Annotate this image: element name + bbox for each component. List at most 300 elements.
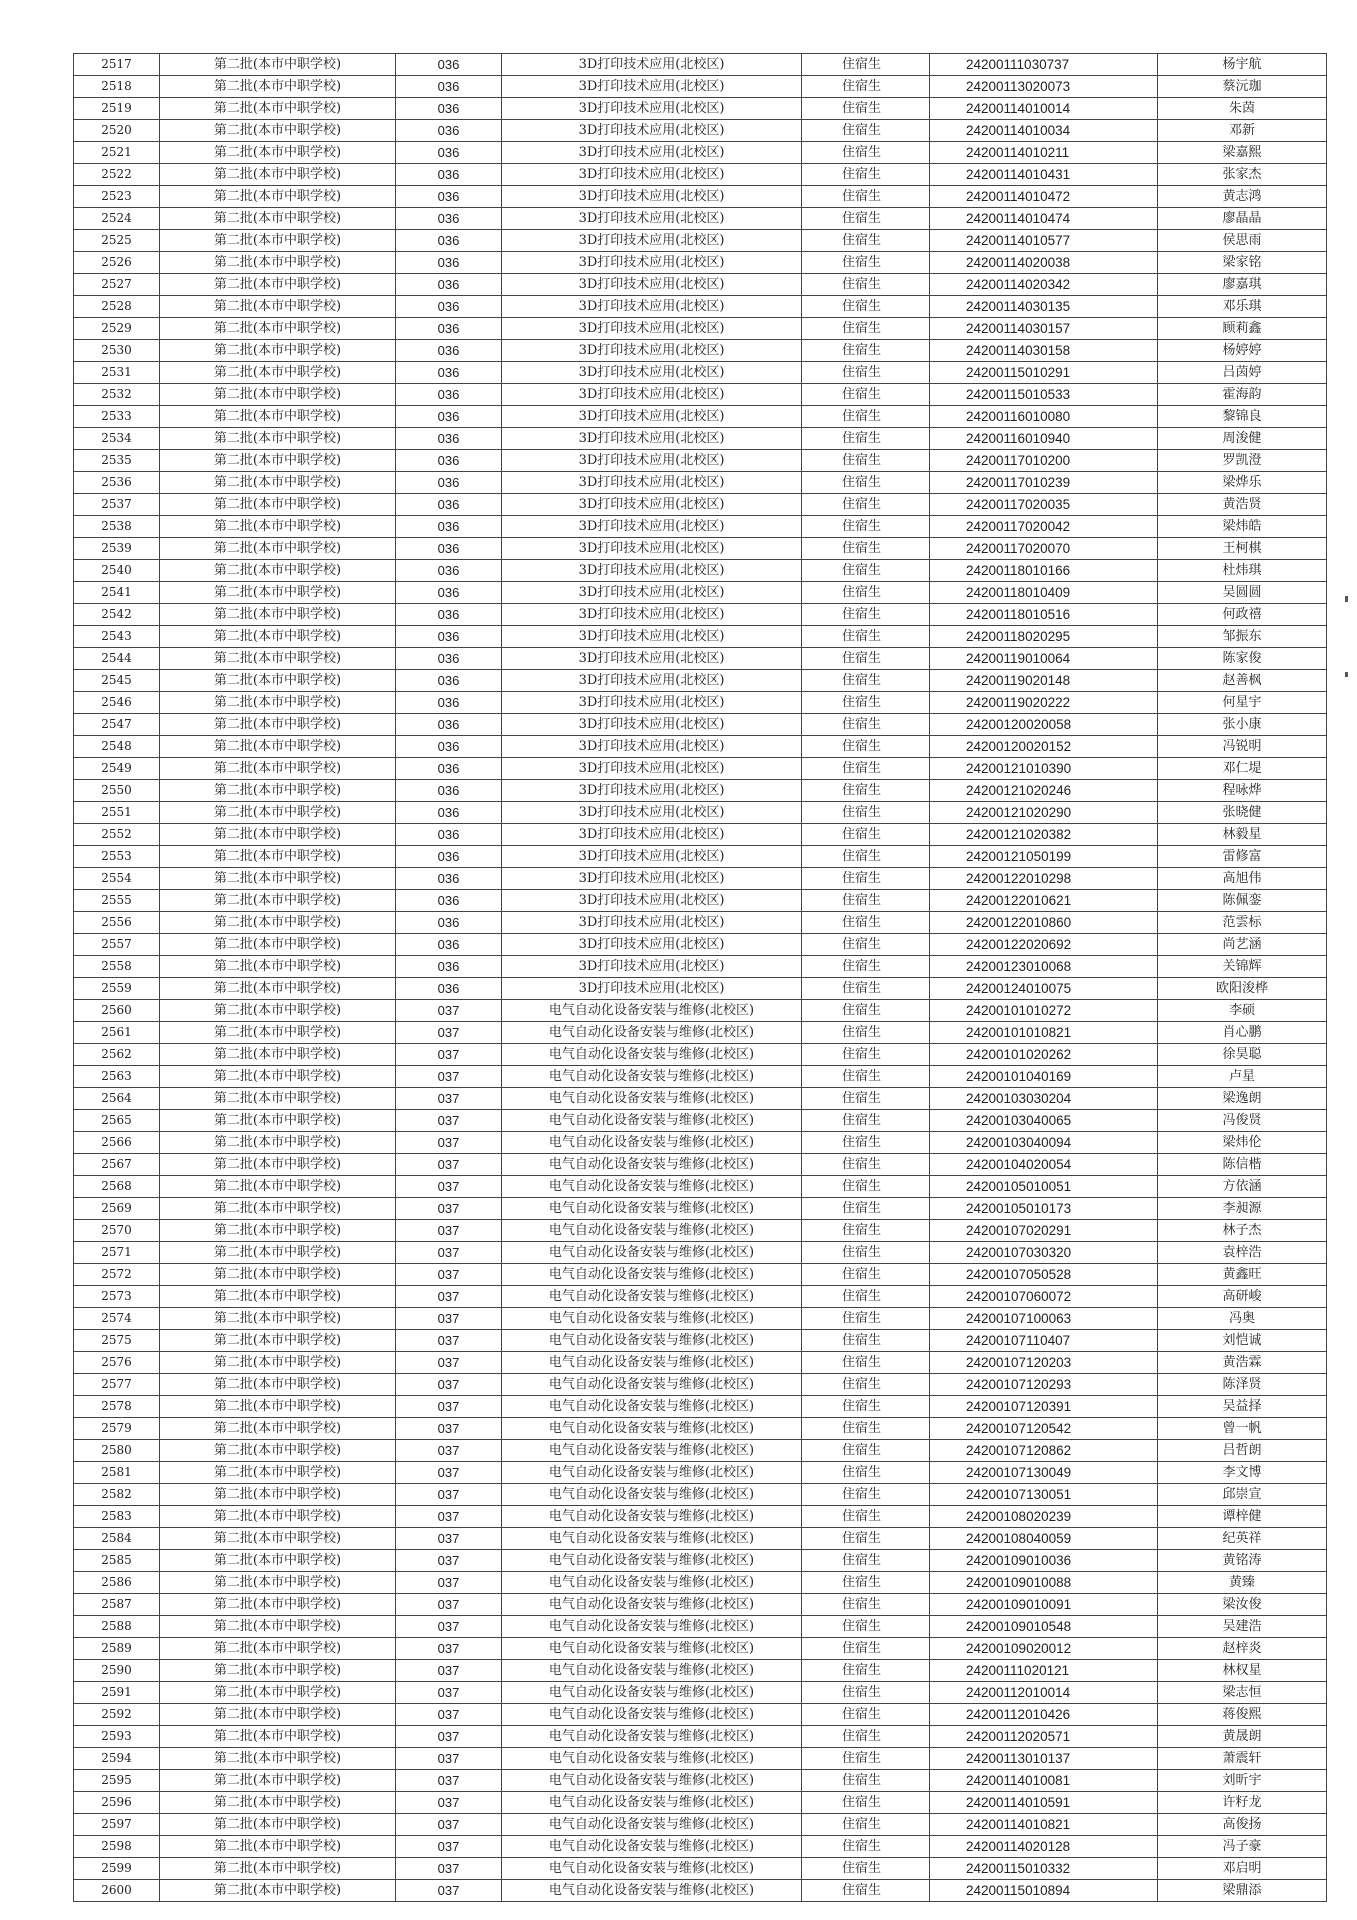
major-code-cell: 036	[396, 560, 502, 582]
student-type-cell: 住宿生	[802, 1176, 930, 1198]
table-row	[74, 1022, 1327, 1044]
row-number: 2553	[74, 846, 160, 868]
row-number: 2520	[74, 120, 160, 142]
table-row	[74, 1308, 1327, 1330]
student-type-cell: 住宿生	[802, 670, 930, 692]
student-type-cell: 住宿生	[802, 1638, 930, 1660]
table-row	[74, 1726, 1327, 1748]
major-name-cell: 3D打印技术应用(北校区)	[502, 626, 802, 648]
student-type-cell: 住宿生	[802, 318, 930, 340]
major-code-cell: 037	[396, 1308, 502, 1330]
candidate-id-cell: 24200115010533	[930, 384, 1158, 406]
student-name-cell: 高研峻	[1158, 1286, 1327, 1308]
candidate-id-cell: 24200116010080	[930, 406, 1158, 428]
row-number: 2536	[74, 472, 160, 494]
student-name-cell: 李昶源	[1158, 1198, 1327, 1220]
major-code-cell: 036	[396, 384, 502, 406]
student-name-cell: 吴建浩	[1158, 1616, 1327, 1638]
major-code-cell: 037	[396, 1440, 502, 1462]
student-type-cell: 住宿生	[802, 120, 930, 142]
scan-mark	[1345, 596, 1348, 602]
student-name-cell: 邓仁堤	[1158, 758, 1327, 780]
row-number: 2535	[74, 450, 160, 472]
student-name-cell: 梁汝俊	[1158, 1594, 1327, 1616]
batch-cell: 第二批(本市中职学校)	[160, 978, 396, 1000]
major-code-cell: 036	[396, 186, 502, 208]
student-name-cell: 冯俊贤	[1158, 1110, 1327, 1132]
student-name-cell: 邓新	[1158, 120, 1327, 142]
major-code-cell: 036	[396, 780, 502, 802]
major-name-cell: 电气自动化设备安装与维修(北校区)	[502, 1022, 802, 1044]
student-name-cell: 吕哲朗	[1158, 1440, 1327, 1462]
major-code-cell: 036	[396, 164, 502, 186]
student-type-cell: 住宿生	[802, 1616, 930, 1638]
table-row	[74, 1396, 1327, 1418]
batch-cell: 第二批(本市中职学校)	[160, 1792, 396, 1814]
row-number: 2519	[74, 98, 160, 120]
candidate-id-cell: 24200121020382	[930, 824, 1158, 846]
major-code-cell: 036	[396, 230, 502, 252]
student-name-cell: 黎锦良	[1158, 406, 1327, 428]
table-row	[74, 1440, 1327, 1462]
row-number: 2556	[74, 912, 160, 934]
table-row	[74, 1616, 1327, 1638]
student-name-cell: 关锦辉	[1158, 956, 1327, 978]
student-name-cell: 张晓健	[1158, 802, 1327, 824]
major-code-cell: 036	[396, 142, 502, 164]
student-name-cell: 蔡沅珈	[1158, 76, 1327, 98]
student-type-cell: 住宿生	[802, 186, 930, 208]
batch-cell: 第二批(本市中职学校)	[160, 164, 396, 186]
major-name-cell: 电气自动化设备安装与维修(北校区)	[502, 1550, 802, 1572]
table-row	[74, 824, 1327, 846]
student-name-cell: 梁烨乐	[1158, 472, 1327, 494]
row-number: 2585	[74, 1550, 160, 1572]
candidate-id-cell: 24200108040059	[930, 1528, 1158, 1550]
student-type-cell: 住宿生	[802, 1264, 930, 1286]
student-type-cell: 住宿生	[802, 868, 930, 890]
major-name-cell: 电气自动化设备安装与维修(北校区)	[502, 1748, 802, 1770]
candidate-id-cell: 24200107120391	[930, 1396, 1158, 1418]
batch-cell: 第二批(本市中职学校)	[160, 142, 396, 164]
batch-cell: 第二批(本市中职学校)	[160, 230, 396, 252]
student-name-cell: 赵善枫	[1158, 670, 1327, 692]
student-name-cell: 梁家铭	[1158, 252, 1327, 274]
major-name-cell: 电气自动化设备安装与维修(北校区)	[502, 1198, 802, 1220]
major-code-cell: 037	[396, 1352, 502, 1374]
batch-cell: 第二批(本市中职学校)	[160, 54, 396, 76]
student-type-cell: 住宿生	[802, 1506, 930, 1528]
student-type-cell: 住宿生	[802, 692, 930, 714]
major-name-cell: 3D打印技术应用(北校区)	[502, 560, 802, 582]
table-row	[74, 230, 1327, 252]
table-row	[74, 1000, 1327, 1022]
batch-cell: 第二批(本市中职学校)	[160, 912, 396, 934]
row-number: 2571	[74, 1242, 160, 1264]
student-name-cell: 邓启明	[1158, 1858, 1327, 1880]
row-number: 2525	[74, 230, 160, 252]
major-code-cell: 036	[396, 406, 502, 428]
major-code-cell: 036	[396, 54, 502, 76]
batch-cell: 第二批(本市中职学校)	[160, 76, 396, 98]
row-number: 2582	[74, 1484, 160, 1506]
student-name-cell: 陈佩銮	[1158, 890, 1327, 912]
batch-cell: 第二批(本市中职学校)	[160, 626, 396, 648]
table-row	[74, 1132, 1327, 1154]
student-name-cell: 罗凯澄	[1158, 450, 1327, 472]
student-name-cell: 黄晟朗	[1158, 1726, 1327, 1748]
row-number: 2534	[74, 428, 160, 450]
batch-cell: 第二批(本市中职学校)	[160, 1132, 396, 1154]
major-code-cell: 037	[396, 1880, 502, 1902]
candidate-id-cell: 24200108020239	[930, 1506, 1158, 1528]
batch-cell: 第二批(本市中职学校)	[160, 1528, 396, 1550]
table-row	[74, 1528, 1327, 1550]
table-row	[74, 1682, 1327, 1704]
major-name-cell: 3D打印技术应用(北校区)	[502, 956, 802, 978]
student-name-cell: 林毅星	[1158, 824, 1327, 846]
table-row	[74, 1066, 1327, 1088]
table-row	[74, 384, 1327, 406]
student-type-cell: 住宿生	[802, 1792, 930, 1814]
row-number: 2563	[74, 1066, 160, 1088]
student-type-cell: 住宿生	[802, 1748, 930, 1770]
student-name-cell: 黄浩贤	[1158, 494, 1327, 516]
candidate-id-cell: 24200121020290	[930, 802, 1158, 824]
major-code-cell: 037	[396, 1374, 502, 1396]
batch-cell: 第二批(本市中职学校)	[160, 956, 396, 978]
candidate-id-cell: 24200121050199	[930, 846, 1158, 868]
student-type-cell: 住宿生	[802, 1594, 930, 1616]
candidate-id-cell: 24200107120862	[930, 1440, 1158, 1462]
student-type-cell: 住宿生	[802, 1682, 930, 1704]
student-name-cell: 张家杰	[1158, 164, 1327, 186]
major-name-cell: 电气自动化设备安装与维修(北校区)	[502, 1616, 802, 1638]
student-name-cell: 何星宇	[1158, 692, 1327, 714]
student-type-cell: 住宿生	[802, 230, 930, 252]
major-name-cell: 3D打印技术应用(北校区)	[502, 780, 802, 802]
student-type-cell: 住宿生	[802, 1352, 930, 1374]
table-row	[74, 1176, 1327, 1198]
student-type-cell: 住宿生	[802, 1198, 930, 1220]
candidate-id-cell: 24200103040065	[930, 1110, 1158, 1132]
major-code-cell: 037	[396, 1704, 502, 1726]
student-type-cell: 住宿生	[802, 428, 930, 450]
student-name-cell: 黄志鸿	[1158, 186, 1327, 208]
candidate-id-cell: 24200115010291	[930, 362, 1158, 384]
table-row	[74, 1594, 1327, 1616]
table-row	[74, 1220, 1327, 1242]
major-code-cell: 036	[396, 956, 502, 978]
student-name-cell: 陈泽贤	[1158, 1374, 1327, 1396]
major-code-cell: 036	[396, 912, 502, 934]
student-name-cell: 梁鼎添	[1158, 1880, 1327, 1902]
major-code-cell: 037	[396, 1396, 502, 1418]
candidate-id-cell: 24200109010036	[930, 1550, 1158, 1572]
student-name-cell: 雷修富	[1158, 846, 1327, 868]
major-name-cell: 电气自动化设备安装与维修(北校区)	[502, 1374, 802, 1396]
student-type-cell: 住宿生	[802, 1022, 930, 1044]
table-row	[74, 648, 1327, 670]
major-name-cell: 3D打印技术应用(北校区)	[502, 340, 802, 362]
table-row	[74, 450, 1327, 472]
student-type-cell: 住宿生	[802, 626, 930, 648]
candidate-id-cell: 24200114010821	[930, 1814, 1158, 1836]
candidate-id-cell: 24200114010472	[930, 186, 1158, 208]
major-code-cell: 037	[396, 1330, 502, 1352]
major-name-cell: 电气自动化设备安装与维修(北校区)	[502, 1264, 802, 1286]
student-name-cell: 邹振东	[1158, 626, 1327, 648]
row-number: 2586	[74, 1572, 160, 1594]
major-code-cell: 037	[396, 1682, 502, 1704]
batch-cell: 第二批(本市中职学校)	[160, 1682, 396, 1704]
candidate-id-cell: 24200107130049	[930, 1462, 1158, 1484]
student-type-cell: 住宿生	[802, 1242, 930, 1264]
student-type-cell: 住宿生	[802, 340, 930, 362]
batch-cell: 第二批(本市中职学校)	[160, 208, 396, 230]
major-name-cell: 3D打印技术应用(北校区)	[502, 736, 802, 758]
table-row	[74, 1242, 1327, 1264]
major-name-cell: 3D打印技术应用(北校区)	[502, 472, 802, 494]
table-row	[74, 780, 1327, 802]
major-code-cell: 036	[396, 98, 502, 120]
candidate-id-cell: 24200117020042	[930, 516, 1158, 538]
major-name-cell: 电气自动化设备安装与维修(北校区)	[502, 1462, 802, 1484]
candidate-id-cell: 24200107120203	[930, 1352, 1158, 1374]
major-code-cell: 036	[396, 120, 502, 142]
major-name-cell: 3D打印技术应用(北校区)	[502, 934, 802, 956]
batch-cell: 第二批(本市中职学校)	[160, 1088, 396, 1110]
row-number: 2538	[74, 516, 160, 538]
batch-cell: 第二批(本市中职学校)	[160, 1462, 396, 1484]
major-code-cell: 037	[396, 1286, 502, 1308]
candidate-id-cell: 24200118010516	[930, 604, 1158, 626]
student-name-cell: 林权星	[1158, 1660, 1327, 1682]
student-name-cell: 吴益择	[1158, 1396, 1327, 1418]
row-number: 2590	[74, 1660, 160, 1682]
batch-cell: 第二批(本市中职学校)	[160, 1506, 396, 1528]
candidate-id-cell: 24200120020058	[930, 714, 1158, 736]
student-type-cell: 住宿生	[802, 934, 930, 956]
student-name-cell: 高俊扬	[1158, 1814, 1327, 1836]
batch-cell: 第二批(本市中职学校)	[160, 1638, 396, 1660]
table-row	[74, 516, 1327, 538]
major-name-cell: 3D打印技术应用(北校区)	[502, 98, 802, 120]
student-type-cell: 住宿生	[802, 1374, 930, 1396]
student-type-cell: 住宿生	[802, 1660, 930, 1682]
major-name-cell: 电气自动化设备安装与维修(北校区)	[502, 1572, 802, 1594]
row-number: 2517	[74, 54, 160, 76]
student-type-cell: 住宿生	[802, 1110, 930, 1132]
major-code-cell: 036	[396, 538, 502, 560]
candidate-id-cell: 24200107130051	[930, 1484, 1158, 1506]
major-name-cell: 3D打印技术应用(北校区)	[502, 714, 802, 736]
candidate-id-cell: 24200114030158	[930, 340, 1158, 362]
major-code-cell: 037	[396, 1836, 502, 1858]
major-code-cell: 037	[396, 1242, 502, 1264]
batch-cell: 第二批(本市中职学校)	[160, 120, 396, 142]
batch-cell: 第二批(本市中职学校)	[160, 296, 396, 318]
row-number: 2521	[74, 142, 160, 164]
candidate-id-cell: 24200121020246	[930, 780, 1158, 802]
major-code-cell: 036	[396, 472, 502, 494]
batch-cell: 第二批(本市中职学校)	[160, 1330, 396, 1352]
row-number: 2580	[74, 1440, 160, 1462]
row-number: 2560	[74, 1000, 160, 1022]
student-name-cell: 蒋俊熙	[1158, 1704, 1327, 1726]
batch-cell: 第二批(本市中职学校)	[160, 934, 396, 956]
student-type-cell: 住宿生	[802, 362, 930, 384]
row-number: 2594	[74, 1748, 160, 1770]
table-row	[74, 626, 1327, 648]
student-name-cell: 刘恺诚	[1158, 1330, 1327, 1352]
table-row	[74, 340, 1327, 362]
student-type-cell: 住宿生	[802, 1220, 930, 1242]
major-code-cell: 036	[396, 362, 502, 384]
candidate-id-cell: 24200114010474	[930, 208, 1158, 230]
student-type-cell: 住宿生	[802, 1858, 930, 1880]
batch-cell: 第二批(本市中职学校)	[160, 692, 396, 714]
table-row	[74, 1484, 1327, 1506]
major-name-cell: 3D打印技术应用(北校区)	[502, 252, 802, 274]
row-number: 2577	[74, 1374, 160, 1396]
candidate-id-cell: 24200109020012	[930, 1638, 1158, 1660]
table-row	[74, 1792, 1327, 1814]
candidate-id-cell: 24200114010034	[930, 120, 1158, 142]
major-code-cell: 036	[396, 692, 502, 714]
row-number: 2524	[74, 208, 160, 230]
row-number: 2555	[74, 890, 160, 912]
batch-cell: 第二批(本市中职学校)	[160, 1814, 396, 1836]
major-name-cell: 电气自动化设备安装与维修(北校区)	[502, 1682, 802, 1704]
batch-cell: 第二批(本市中职学校)	[160, 538, 396, 560]
candidate-id-cell: 24200101040169	[930, 1066, 1158, 1088]
candidate-id-cell: 24200107020291	[930, 1220, 1158, 1242]
major-code-cell: 036	[396, 494, 502, 516]
row-number: 2537	[74, 494, 160, 516]
student-name-cell: 梁逸朗	[1158, 1088, 1327, 1110]
student-type-cell: 住宿生	[802, 1330, 930, 1352]
candidate-id-cell: 24200118020295	[930, 626, 1158, 648]
row-number: 2550	[74, 780, 160, 802]
candidate-id-cell: 24200101010821	[930, 1022, 1158, 1044]
student-name-cell: 袁梓浩	[1158, 1242, 1327, 1264]
major-name-cell: 3D打印技术应用(北校区)	[502, 494, 802, 516]
major-name-cell: 3D打印技术应用(北校区)	[502, 164, 802, 186]
candidate-id-cell: 24200117010200	[930, 450, 1158, 472]
major-name-cell: 3D打印技术应用(北校区)	[502, 274, 802, 296]
row-number: 2528	[74, 296, 160, 318]
table-row	[74, 1198, 1327, 1220]
major-name-cell: 3D打印技术应用(北校区)	[502, 76, 802, 98]
batch-cell: 第二批(本市中职学校)	[160, 1022, 396, 1044]
student-type-cell: 住宿生	[802, 1154, 930, 1176]
row-number: 2573	[74, 1286, 160, 1308]
row-number: 2568	[74, 1176, 160, 1198]
table-row	[74, 120, 1327, 142]
major-name-cell: 电气自动化设备安装与维修(北校区)	[502, 1792, 802, 1814]
batch-cell: 第二批(本市中职学校)	[160, 318, 396, 340]
major-code-cell: 036	[396, 714, 502, 736]
student-type-cell: 住宿生	[802, 604, 930, 626]
student-name-cell: 黄臻	[1158, 1572, 1327, 1594]
table-row	[74, 252, 1327, 274]
major-name-cell: 电气自动化设备安装与维修(北校区)	[502, 1396, 802, 1418]
major-code-cell: 037	[396, 1484, 502, 1506]
table-row	[74, 472, 1327, 494]
student-type-cell: 住宿生	[802, 648, 930, 670]
major-code-cell: 037	[396, 1000, 502, 1022]
major-name-cell: 电气自动化设备安装与维修(北校区)	[502, 1770, 802, 1792]
batch-cell: 第二批(本市中职学校)	[160, 1704, 396, 1726]
batch-cell: 第二批(本市中职学校)	[160, 648, 396, 670]
admission-list-page	[73, 53, 1326, 1902]
table-row	[74, 142, 1327, 164]
major-code-cell: 037	[396, 1022, 502, 1044]
major-name-cell: 3D打印技术应用(北校区)	[502, 208, 802, 230]
batch-cell: 第二批(本市中职学校)	[160, 1264, 396, 1286]
student-type-cell: 住宿生	[802, 76, 930, 98]
major-name-cell: 电气自动化设备安装与维修(北校区)	[502, 1352, 802, 1374]
student-type-cell: 住宿生	[802, 494, 930, 516]
table-row	[74, 736, 1327, 758]
student-name-cell: 曾一帆	[1158, 1418, 1327, 1440]
table-row	[74, 1330, 1327, 1352]
candidate-id-cell: 24200114010577	[930, 230, 1158, 252]
candidate-id-cell: 24200105010173	[930, 1198, 1158, 1220]
major-name-cell: 电气自动化设备安装与维修(北校区)	[502, 1132, 802, 1154]
major-code-cell: 037	[396, 1726, 502, 1748]
row-number: 2544	[74, 648, 160, 670]
student-name-cell: 杜炜琪	[1158, 560, 1327, 582]
major-name-cell: 3D打印技术应用(北校区)	[502, 978, 802, 1000]
student-name-cell: 程咏烨	[1158, 780, 1327, 802]
major-name-cell: 电气自动化设备安装与维修(北校区)	[502, 1814, 802, 1836]
candidate-id-cell: 24200103040094	[930, 1132, 1158, 1154]
table-row	[74, 714, 1327, 736]
row-number: 2596	[74, 1792, 160, 1814]
candidate-id-cell: 24200113020073	[930, 76, 1158, 98]
batch-cell: 第二批(本市中职学校)	[160, 824, 396, 846]
row-number: 2545	[74, 670, 160, 692]
batch-cell: 第二批(本市中职学校)	[160, 1880, 396, 1902]
batch-cell: 第二批(本市中职学校)	[160, 1286, 396, 1308]
candidate-id-cell: 24200115010332	[930, 1858, 1158, 1880]
major-name-cell: 电气自动化设备安装与维修(北校区)	[502, 1528, 802, 1550]
student-type-cell: 住宿生	[802, 1000, 930, 1022]
table-row	[74, 1088, 1327, 1110]
candidate-id-cell: 24200122010621	[930, 890, 1158, 912]
candidate-id-cell: 24200120020152	[930, 736, 1158, 758]
student-name-cell: 廖嘉琪	[1158, 274, 1327, 296]
student-name-cell: 顾莉鑫	[1158, 318, 1327, 340]
table-row	[74, 670, 1327, 692]
candidate-id-cell: 24200103030204	[930, 1088, 1158, 1110]
batch-cell: 第二批(本市中职学校)	[160, 1154, 396, 1176]
table-row	[74, 164, 1327, 186]
student-type-cell: 住宿生	[802, 736, 930, 758]
student-name-cell: 黄铭涛	[1158, 1550, 1327, 1572]
student-name-cell: 高旭伟	[1158, 868, 1327, 890]
major-code-cell: 037	[396, 1044, 502, 1066]
student-name-cell: 杨宇航	[1158, 54, 1327, 76]
major-name-cell: 3D打印技术应用(北校区)	[502, 670, 802, 692]
candidate-id-cell: 24200117020070	[930, 538, 1158, 560]
batch-cell: 第二批(本市中职学校)	[160, 1220, 396, 1242]
batch-cell: 第二批(本市中职学校)	[160, 362, 396, 384]
student-name-cell: 尚艺涵	[1158, 934, 1327, 956]
student-type-cell: 住宿生	[802, 714, 930, 736]
